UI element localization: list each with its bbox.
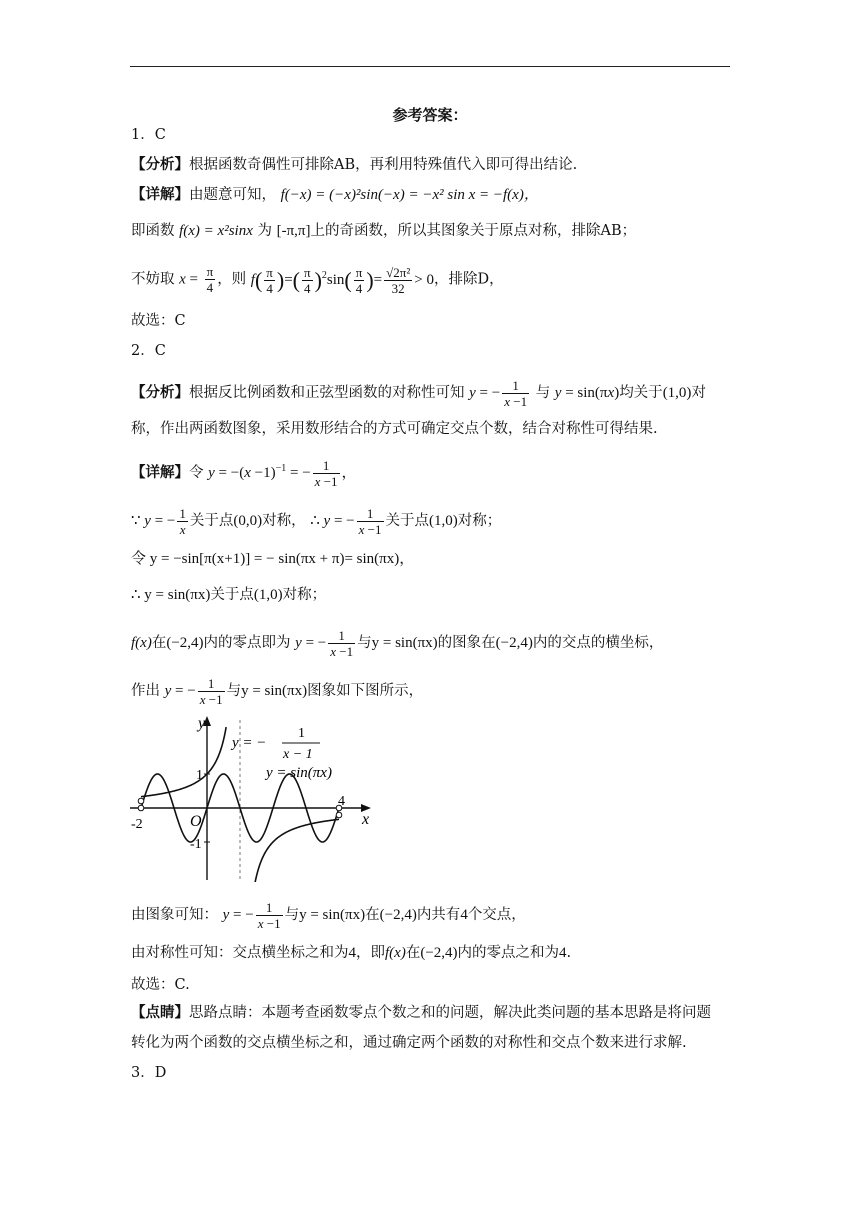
detail-text: ，即 <box>356 945 385 961</box>
equation: f( $\frac{\pi}{4}$ )=( $\frac{\pi}{4}$ )$^2$sin( $\frac{\pi}{4}$ )= $\frac{\text{√2π²}}{32}$ > 0 <box>250 264 434 296</box>
detail-text: 在 <box>405 945 421 961</box>
detail-text: 个交点， <box>467 906 526 923</box>
detail-text: 作出 <box>131 682 160 699</box>
detail-text: 上的奇函数，所以其图象关于原点对称，排除AB； <box>310 223 637 239</box>
open-endpoint-hyperbola-right <box>336 812 342 818</box>
detail-text: 不妨取 <box>131 271 175 288</box>
detail-text: 与 <box>357 634 372 651</box>
equation: f(x) = x²sinx <box>179 223 253 239</box>
point: (1,0) <box>253 587 283 603</box>
detail-text: 对称， <box>262 512 306 529</box>
interval: [-π,π] <box>276 223 311 239</box>
detail-text: 在 <box>151 634 167 651</box>
detail-text: 关于点 <box>210 587 254 603</box>
detail-text: ，排除D， <box>433 271 504 288</box>
q1-detail-line-1 <box>131 184 539 206</box>
comment-tag: 【点睛】 <box>131 1004 189 1021</box>
detail-text: . <box>566 945 572 961</box>
q3-answer: 3．D <box>131 1065 167 1081</box>
equation: f(x) <box>131 634 152 651</box>
detail-text: 即函数 <box>131 223 175 239</box>
q2-detail-line-2 <box>131 506 501 537</box>
q2-answer: 2．C <box>131 343 166 359</box>
equation: y = − $\frac{1}{x -1}$ <box>164 676 223 707</box>
header-rule <box>130 66 730 67</box>
detail-text: 图象如下图所示， <box>307 682 424 699</box>
point: (0,0) <box>233 512 263 529</box>
equation: ∴ y = sin(πx) <box>131 587 211 603</box>
point: (1,0) <box>429 512 458 529</box>
detail-text: 与 <box>226 682 242 699</box>
q2-detail-line-3: 令 y = −sin[π(x+1)] = − sin(πx + π)= sin(πx)， <box>131 551 415 567</box>
detail-tag: 【详解】 <box>131 186 189 203</box>
analysis-text: 对 <box>691 384 706 401</box>
detail-text: 与 <box>284 906 300 923</box>
equation: y = − $\frac{1}{x -1}$ <box>295 628 354 659</box>
label-origin: O <box>190 813 202 830</box>
q2-detail-line-1 <box>131 458 357 489</box>
q1-answer: 1．C <box>131 127 166 143</box>
q1-analysis <box>131 154 577 176</box>
detail-text: 在 <box>365 906 380 923</box>
detail-text: 内共有 <box>416 906 461 923</box>
equation: x = <box>179 271 198 288</box>
equation: ∵ y = − $\frac{1}{x}$ <box>131 506 186 537</box>
detail-text: ，则 <box>217 271 247 288</box>
detail-text: 内的零点即为 <box>203 634 291 651</box>
q1-choice: 故选：C <box>131 313 186 329</box>
detail-text: 对称； <box>457 512 502 529</box>
label-hyperbola-num: 1 <box>298 726 305 741</box>
detail-text: 关于点 <box>189 512 234 529</box>
interval: (−2,4) <box>420 945 458 961</box>
hyperbola-left-branch <box>141 727 226 797</box>
equation: f(−x) = (−x)²sin(−x) = −x² sin x = −f(x)， <box>280 187 539 203</box>
detail-text: 关于点 <box>385 512 430 529</box>
analysis-tag: 【分析】 <box>131 383 189 401</box>
equation: y = sin(πx) <box>371 634 438 651</box>
q2-detail-line-5 <box>131 628 663 659</box>
q2-analysis-line-1 <box>131 378 706 409</box>
interval: (−2,4) <box>495 634 533 651</box>
equation: y = sin(πx) <box>241 682 308 699</box>
q1-detail-line-3 <box>131 264 504 296</box>
open-endpoint-sine-left <box>138 805 144 811</box>
equation: y = sin(πx) <box>299 906 366 923</box>
label-hyperbola-den: x − 1 <box>283 747 313 762</box>
detail-text: 对称； <box>282 587 327 603</box>
detail-text: 由题意可知， <box>189 187 276 203</box>
equation: f(x) <box>385 945 406 961</box>
detail-text: 由图象可知： <box>131 906 218 923</box>
equation: y = sin(πx) <box>554 384 620 401</box>
q2-detail-line-4 <box>131 584 326 606</box>
detail-text: 的图象在 <box>437 634 496 651</box>
label-sine: y = sin(πx) <box>266 765 332 781</box>
answer-heading: 参考答案： <box>392 106 468 124</box>
equation: ∴ y = − $\frac{1}{x -1}$ <box>310 506 382 537</box>
q2-comment-line-2: 转化为两个函数的交点横坐标之和，通过确定两个函数的对称性和交点个数来进行求解. <box>131 1035 687 1051</box>
q2-detail-line-7 <box>131 900 526 931</box>
detail-text: 内的零点之和为 <box>457 945 560 961</box>
interval: (−2,4) <box>379 906 417 923</box>
equation: $y = -(x -1)^{-1}$ = − $\frac{1}{x -1}$ ， <box>208 458 357 490</box>
count: 4 <box>460 906 468 923</box>
label-minus-two: -2 <box>131 817 143 832</box>
analysis-text: 与 <box>535 384 551 401</box>
comment-text: 思路点睛：本题考查函数零点个数之和的问题，解决此类问题的基本思路是将问题 <box>189 1005 711 1021</box>
label-one: 1 <box>196 768 203 783</box>
label-y: y <box>198 715 206 732</box>
detail-tag: 【详解】 <box>131 464 189 481</box>
detail-text: 内的交点的横坐标， <box>532 634 664 651</box>
q2-detail-line-8 <box>131 942 571 964</box>
point: (1,0) <box>662 384 692 401</box>
analysis-text: 根据函数奇偶性可排除AB，再利用特殊值代入即可得出结论. <box>189 157 578 173</box>
q2-choice: 故选：C. <box>131 977 190 993</box>
label-minus-one: -1 <box>190 837 202 852</box>
detail-text: 由对称性可知：交点横坐标之和为 <box>131 945 349 961</box>
sum-value: 4 <box>559 945 567 961</box>
q2-comment-line-1 <box>131 1002 711 1024</box>
analysis-text: 根据反比例函数和正弦型函数的对称性可知 <box>189 384 465 401</box>
label-hyperbola-prefix: y = − <box>232 735 267 751</box>
analysis-text: 均关于 <box>619 384 663 401</box>
sum-value: 4 <box>348 945 356 961</box>
q2-analysis-line-2: 称，作出两函数图象，采用数形结合的方式可确定交点个数，结合对称性可得结果. <box>131 421 658 437</box>
function-graph <box>128 712 378 882</box>
detail-text: 令 <box>189 465 204 481</box>
fraction: $\frac{\pi}{4}$ <box>206 264 214 295</box>
q2-detail-line-6 <box>131 676 423 707</box>
q1-detail-line-2 <box>131 220 636 242</box>
analysis-tag: 【分析】 <box>131 156 189 173</box>
open-endpoint-hyperbola <box>138 798 144 804</box>
equation: y = − $\frac{1}{x -1}$ <box>222 900 281 931</box>
detail-text: 为 <box>257 223 272 239</box>
interval: (−2,4) <box>166 634 204 651</box>
label-x: x <box>362 811 370 828</box>
equation: y = − $\frac{1}{x -1}$ <box>469 378 528 409</box>
label-four: 4 <box>338 794 345 809</box>
